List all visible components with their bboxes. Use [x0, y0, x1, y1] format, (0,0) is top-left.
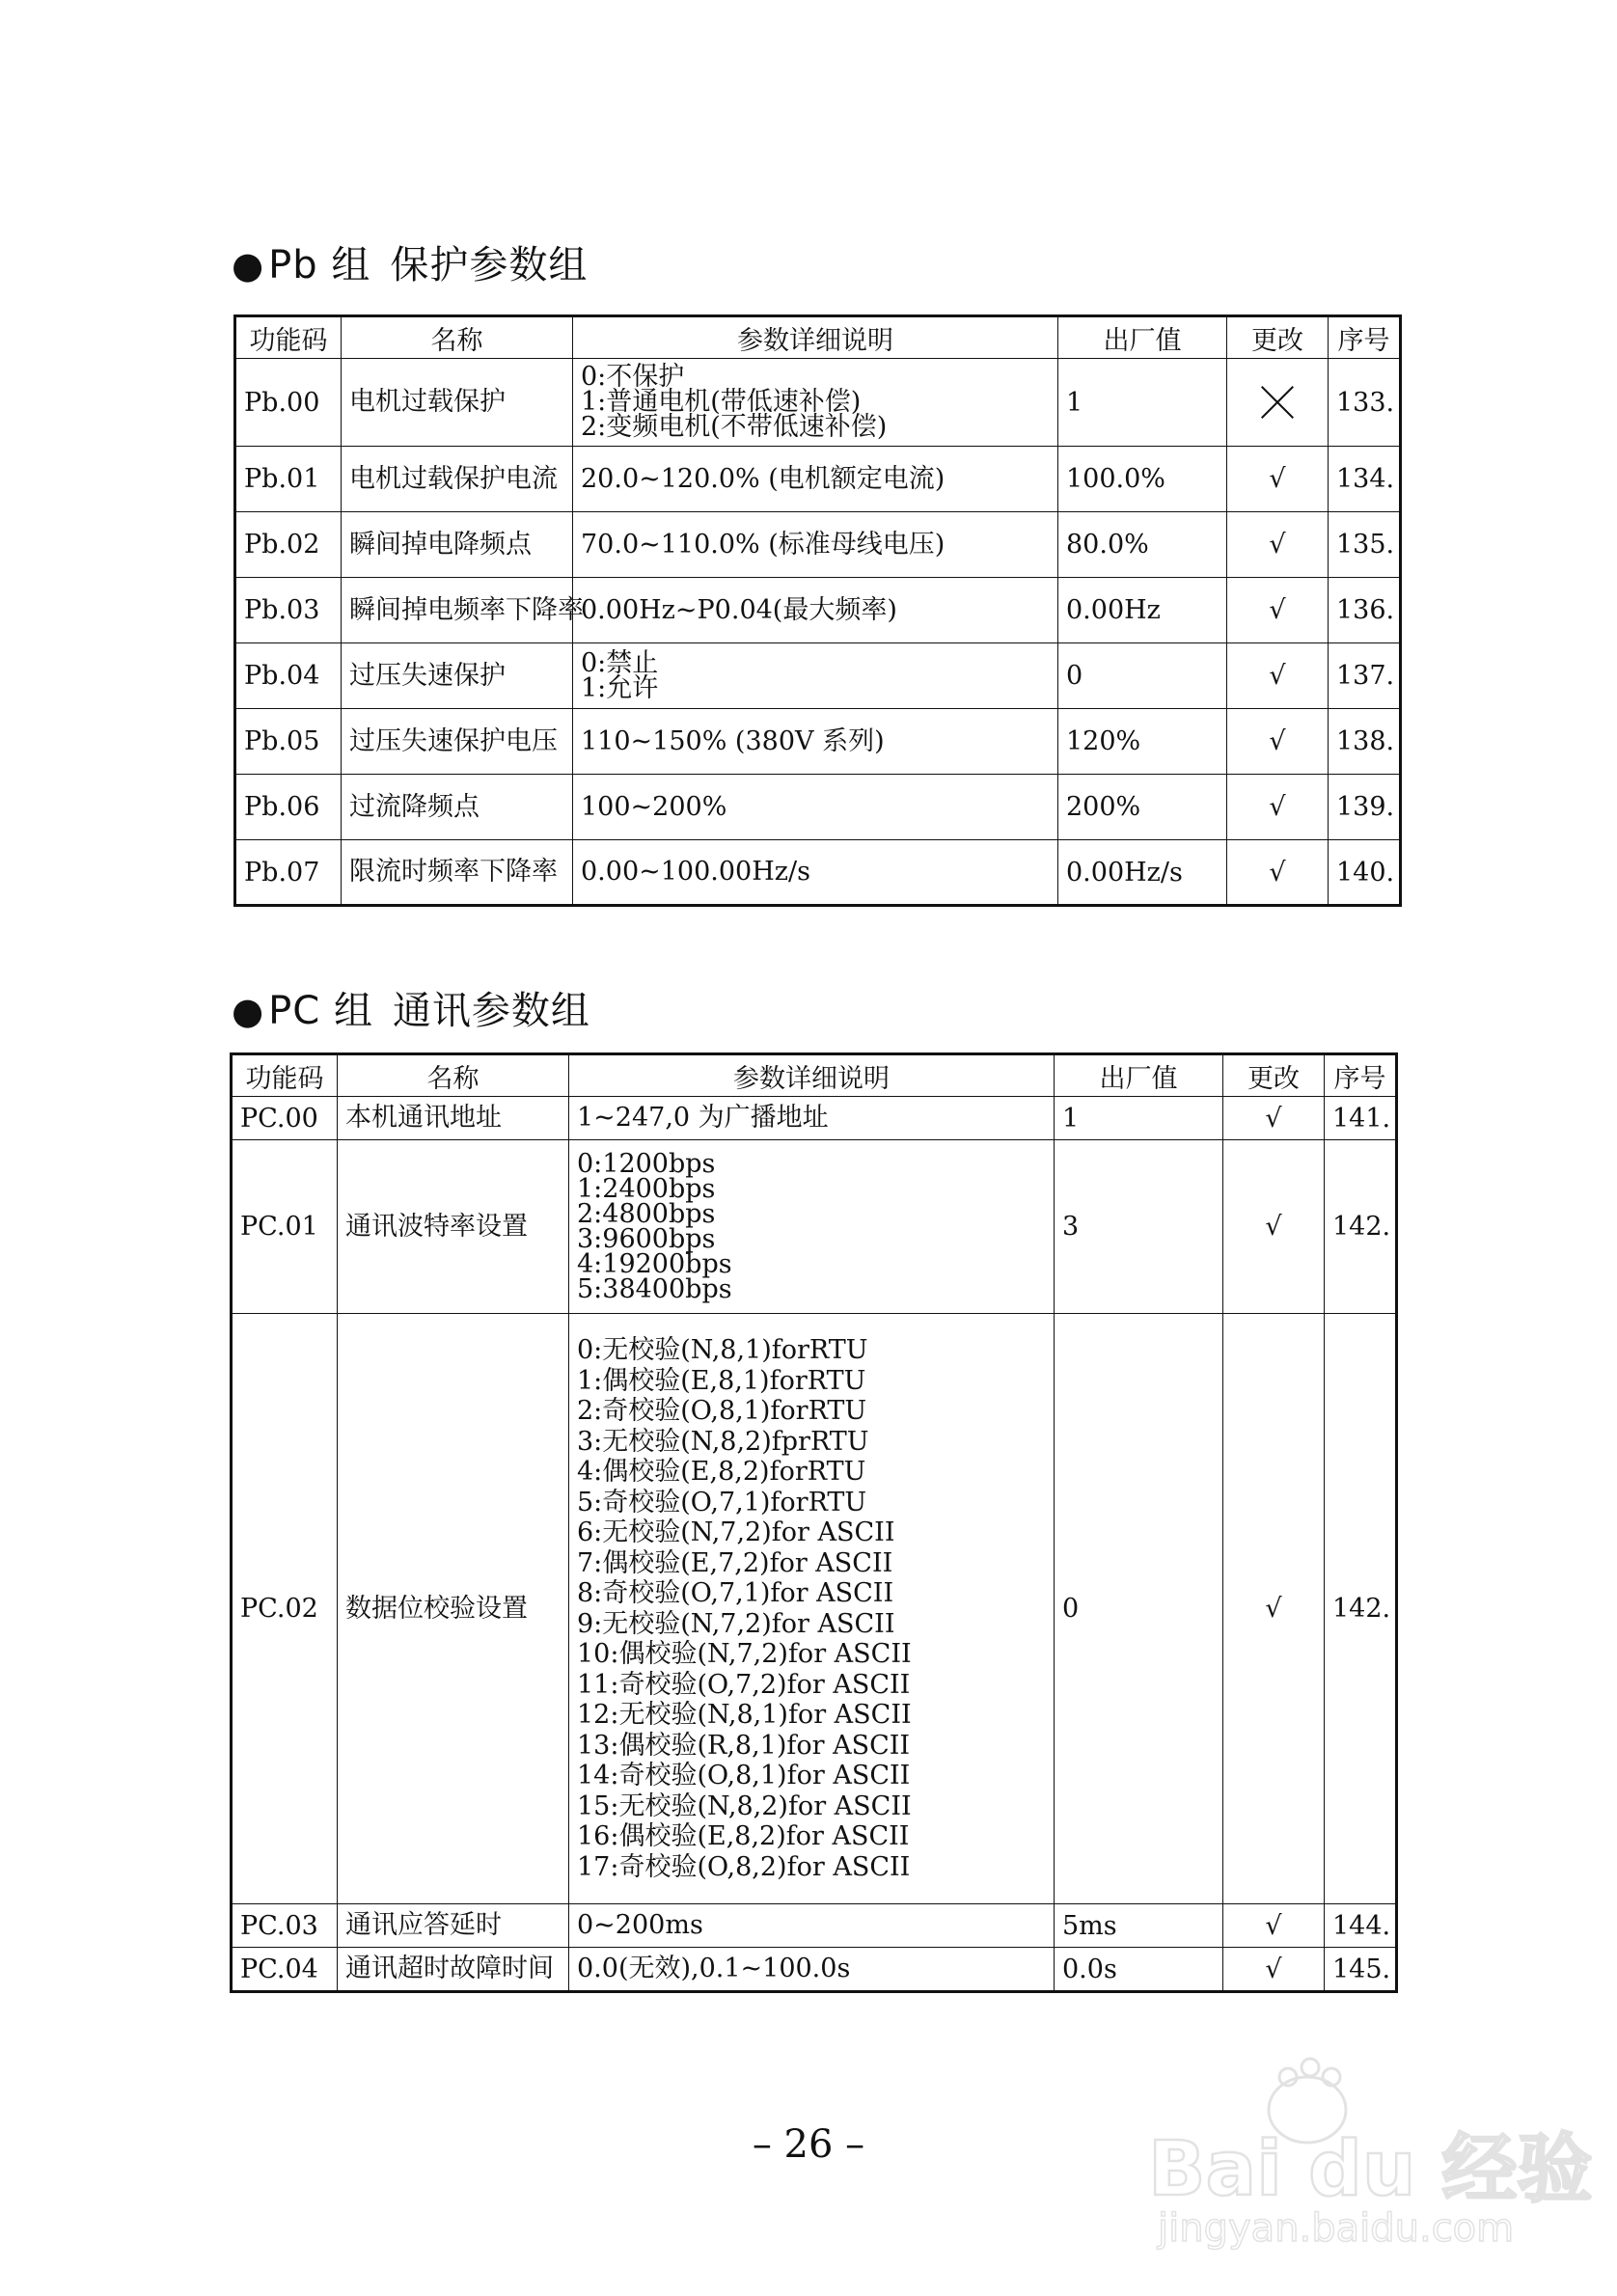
- watermark-brand: Bai du 经验: [1148, 2126, 1593, 2213]
- header-seq: 序号: [1329, 316, 1401, 359]
- cell-change-check: √: [1223, 1314, 1325, 1904]
- desc-line: 4:19200bps: [577, 1248, 732, 1279]
- cell-desc: [573, 709, 1058, 775]
- table-row: [235, 578, 1401, 643]
- cell-code: PC.02: [232, 1314, 338, 1904]
- section-code: PC 组: [268, 989, 373, 1033]
- desc-line: 14:奇校验(O,8,1)for ASCII: [577, 1761, 911, 1790]
- cell-default: 1: [1055, 1097, 1223, 1140]
- cell-desc: [573, 512, 1058, 578]
- cell-seq: 144.: [1325, 1904, 1397, 1948]
- page-number: – 26 –: [752, 2122, 865, 2167]
- cell-desc: [573, 775, 1058, 840]
- desc-line: 0~200ms: [577, 1910, 703, 1940]
- desc-line: 5:奇校验(O,7,1)forRTU: [577, 1487, 867, 1517]
- header-desc: 参数详细说明: [573, 316, 1058, 359]
- cell-code: Pb.03: [235, 578, 342, 643]
- desc-line: 1~247,0 为广播地址: [577, 1103, 829, 1133]
- cell-code: PC.03: [232, 1904, 338, 1948]
- desc-line: 11:奇校验(O,7,2)for ASCII: [577, 1669, 911, 1700]
- cell-change-check: √: [1227, 447, 1329, 512]
- section-code: Pb 组: [268, 243, 371, 287]
- header-name: 名称: [342, 316, 573, 359]
- cell-name: 过压失速保护: [342, 643, 573, 709]
- cell-name: 数据位校验设置: [338, 1314, 569, 1904]
- table-row: [235, 643, 1401, 709]
- cell-change: [1227, 359, 1329, 447]
- table-row: [232, 1904, 1397, 1948]
- table-row: [235, 359, 1401, 447]
- desc-line: 0:无校验(N,8,1)forRTU: [577, 1335, 868, 1365]
- cell-name: 本机通讯地址: [338, 1097, 569, 1140]
- desc-line: 6:无校验(N,7,2)for ASCII: [577, 1517, 895, 1547]
- desc-line: 13:偶校验(R,8,1)for ASCII: [577, 1730, 911, 1761]
- cell-desc: [569, 1140, 1055, 1314]
- cell-code: Pb.05: [235, 709, 342, 775]
- desc-line: 100~200%: [581, 791, 727, 822]
- cell-seq: 138.: [1329, 709, 1401, 775]
- cross-icon: [1261, 386, 1294, 419]
- cell-change-check: √: [1227, 775, 1329, 840]
- cell-change-check: √: [1227, 643, 1329, 709]
- header-code: 功能码: [235, 316, 342, 359]
- cell-code: PC.04: [232, 1948, 338, 1992]
- cell-code: Pb.06: [235, 775, 342, 840]
- cell-default: 0: [1055, 1314, 1223, 1904]
- cell-code: PC.00: [232, 1097, 338, 1140]
- cell-desc: [569, 1314, 1055, 1904]
- cell-default: 100.0%: [1058, 447, 1227, 512]
- table-row: [235, 447, 1401, 512]
- cell-code: Pb.07: [235, 840, 342, 906]
- params-table-pc: [230, 1052, 1398, 1993]
- bullet-icon: ●: [232, 244, 265, 287]
- cell-name: 通讯超时故障时间: [338, 1948, 569, 1992]
- cell-change-check: √: [1223, 1948, 1325, 1992]
- table-row: [232, 1314, 1397, 1904]
- desc-line: 10:偶校验(N,7,2)for ASCII: [577, 1639, 912, 1669]
- table-row: [235, 512, 1401, 578]
- desc-line: 16:偶校验(E,8,2)for ASCII: [577, 1821, 910, 1851]
- header-name: 名称: [338, 1054, 569, 1097]
- cell-default: 0.0s: [1055, 1948, 1223, 1992]
- cell-desc: [569, 1904, 1055, 1948]
- desc-line: 0:不保护: [581, 362, 685, 392]
- desc-line: 2:4800bps: [577, 1198, 716, 1229]
- cell-default: 200%: [1058, 775, 1227, 840]
- cell-seq: 137.: [1329, 643, 1401, 709]
- cell-seq: 134.: [1329, 447, 1401, 512]
- cell-change-check: √: [1223, 1904, 1325, 1948]
- cell-desc: [573, 359, 1058, 447]
- cell-change-check: √: [1227, 709, 1329, 775]
- desc-line: 0.00Hz~P0.04(最大频率): [581, 594, 897, 625]
- desc-line: 0:禁止: [581, 647, 659, 678]
- cell-seq: 140.: [1329, 840, 1401, 906]
- cell-desc: [573, 840, 1058, 906]
- cell-default: 80.0%: [1058, 512, 1227, 578]
- desc-line: 3:9600bps: [577, 1223, 716, 1254]
- cell-change-check: √: [1227, 512, 1329, 578]
- cell-change-check: √: [1223, 1097, 1325, 1140]
- desc-line: 9:无校验(N,7,2)for ASCII: [577, 1608, 895, 1639]
- header-change: 更改: [1227, 316, 1329, 359]
- desc-line: 4:偶校验(E,8,2)forRTU: [577, 1457, 866, 1487]
- cell-name: 电机过载保护: [342, 359, 573, 447]
- cell-name: 通讯应答延时: [338, 1904, 569, 1948]
- cell-desc: [573, 578, 1058, 643]
- header-code: 功能码: [232, 1054, 338, 1097]
- desc-line: 12:无校验(N,8,1)for ASCII: [577, 1700, 912, 1730]
- cell-change-check: √: [1223, 1140, 1325, 1314]
- table-row: [235, 840, 1401, 906]
- section-name: 保护参数组: [390, 243, 589, 287]
- cell-code: Pb.04: [235, 643, 342, 709]
- desc-line: 7:偶校验(E,7,2)for ASCII: [577, 1547, 893, 1578]
- cell-seq: 135.: [1329, 512, 1401, 578]
- params-table-pb: [233, 314, 1402, 907]
- header-default: 出厂值: [1058, 316, 1227, 359]
- cell-default: 0: [1058, 643, 1227, 709]
- cell-default: 5ms: [1055, 1904, 1223, 1948]
- desc-line: 1:普通电机(带低速补偿): [581, 387, 862, 417]
- desc-line: 0.0(无效),0.1~100.0s: [577, 1954, 851, 1983]
- cell-desc: [573, 447, 1058, 512]
- desc-line: 15:无校验(N,8,2)for ASCII: [577, 1790, 912, 1821]
- header-default: 出厂值: [1055, 1054, 1223, 1097]
- cell-code: Pb.01: [235, 447, 342, 512]
- cell-name: 过流降频点: [342, 775, 573, 840]
- desc-line: 70.0~110.0% (标准母线电压): [581, 529, 946, 560]
- desc-line: 110~150% (380V 系列): [581, 725, 885, 756]
- cell-default: 0.00Hz: [1058, 578, 1227, 643]
- cell-name: 过压失速保护电压: [342, 709, 573, 775]
- cell-desc: [569, 1948, 1055, 1992]
- table-row: [235, 709, 1401, 775]
- cell-desc: [569, 1097, 1055, 1140]
- cell-name: 通讯波特率设置: [338, 1140, 569, 1314]
- cell-seq: 133.: [1329, 359, 1401, 447]
- table-header-row: [235, 316, 1401, 359]
- desc-line: 3:无校验(N,8,2)fprRTU: [577, 1426, 869, 1457]
- bullet-icon: ●: [232, 990, 265, 1032]
- section-name: 通讯参数组: [392, 989, 590, 1033]
- table-row: [232, 1948, 1397, 1992]
- table-row: [235, 775, 1401, 840]
- desc-line: 17:奇校验(O,8,2)for ASCII: [577, 1851, 911, 1882]
- cell-seq: 139.: [1329, 775, 1401, 840]
- desc-line: 8:奇校验(O,7,1)for ASCII: [577, 1578, 894, 1608]
- desc-line: 5:38400bps: [577, 1273, 732, 1304]
- header-change: 更改: [1223, 1054, 1325, 1097]
- cell-default: 0.00Hz/s: [1058, 840, 1227, 906]
- cell-seq: 142.: [1325, 1314, 1397, 1904]
- cell-seq: 145.: [1325, 1948, 1397, 1992]
- desc-line: 1:偶校验(E,8,1)forRTU: [577, 1365, 866, 1396]
- cell-code: Pb.02: [235, 512, 342, 578]
- cell-default: 3: [1055, 1140, 1223, 1314]
- desc-line: 2:变频电机(不带低速补偿): [581, 412, 888, 442]
- header-seq: 序号: [1325, 1054, 1397, 1097]
- desc-line: 2:奇校验(O,8,1)forRTU: [577, 1396, 867, 1426]
- desc-line: 0:1200bps: [577, 1148, 716, 1179]
- desc-line: 1:2400bps: [577, 1173, 716, 1204]
- table-header-row: [232, 1054, 1397, 1097]
- cell-code: Pb.00: [235, 359, 342, 447]
- table-row: [232, 1097, 1397, 1140]
- section-title-pb: [232, 234, 588, 289]
- desc-line: 0.00~100.00Hz/s: [581, 857, 810, 887]
- cell-name: 限流时频率下降率: [342, 840, 573, 906]
- cell-seq: 141.: [1325, 1097, 1397, 1140]
- cell-name: 电机过载保护电流: [342, 447, 573, 512]
- cell-change-check: √: [1227, 840, 1329, 906]
- header-desc: 参数详细说明: [569, 1054, 1055, 1097]
- desc-line: 20.0~120.0% (电机额定电流): [581, 463, 946, 494]
- cell-seq: 142.: [1325, 1140, 1397, 1314]
- cell-default: 1: [1058, 359, 1227, 447]
- watermark-url: jingyan.baidu.com: [1158, 2206, 1515, 2251]
- cell-name: 瞬间掉电降频点: [342, 512, 573, 578]
- cell-change-check: √: [1227, 578, 1329, 643]
- cell-name: 瞬间掉电频率下降率: [342, 578, 573, 643]
- cell-default: 120%: [1058, 709, 1227, 775]
- cell-code: PC.01: [232, 1140, 338, 1314]
- desc-line: 1:允许: [581, 672, 659, 703]
- section-title-pc: [232, 980, 590, 1035]
- table-row: [232, 1140, 1397, 1314]
- cell-desc: [573, 643, 1058, 709]
- cell-seq: 136.: [1329, 578, 1401, 643]
